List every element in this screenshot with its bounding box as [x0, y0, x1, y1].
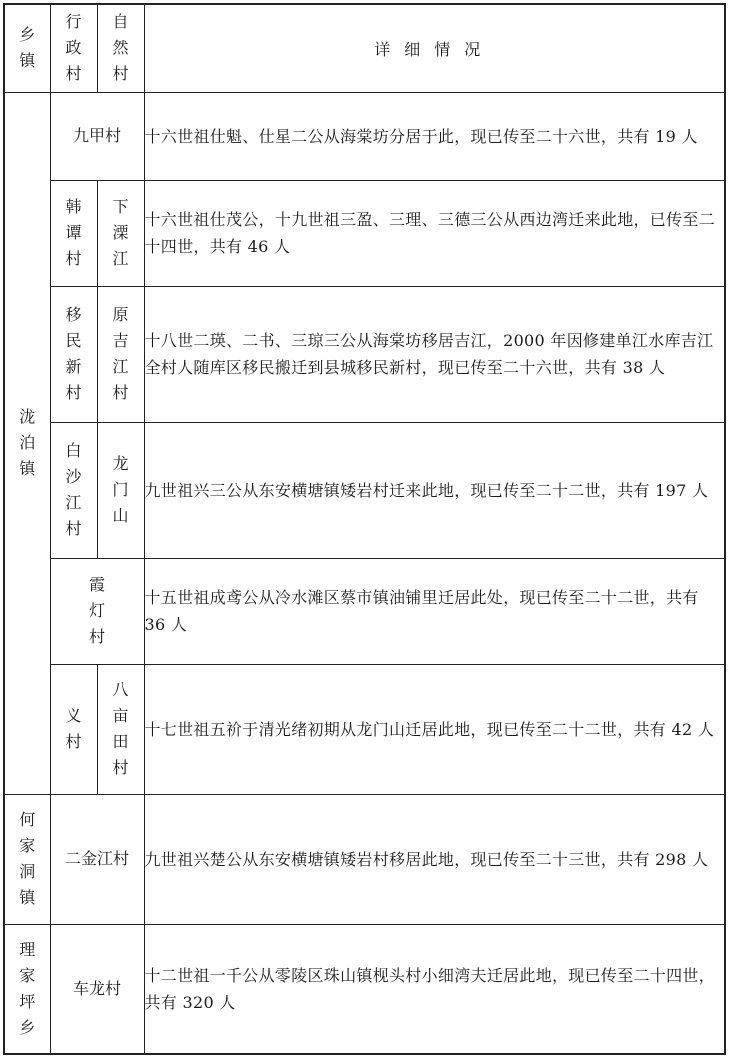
- table-row: [4, 422, 725, 558]
- header-admin-village: 行 政 村: [50, 4, 97, 92]
- natural-village-cell: 八 亩 田 村: [97, 664, 144, 794]
- table-row: [4, 180, 725, 286]
- township-cell: 理 家 坪 乡: [4, 924, 50, 1054]
- admin-village-cell: 白 沙 江 村: [50, 422, 97, 558]
- natural-village-cell: 原 吉 江 村: [97, 286, 144, 422]
- table-row: [4, 558, 725, 664]
- table-row: [4, 924, 725, 1054]
- header-natural-village: 自 然 村: [97, 4, 144, 92]
- table-row: [4, 794, 725, 924]
- natural-village-cell: 下 溧 江: [97, 180, 144, 286]
- table-row: [4, 92, 725, 180]
- admin-village-cell: 义 村: [50, 664, 97, 794]
- natural-village-cell: 龙 门 山: [97, 422, 144, 558]
- details-cell: 十六世祖仕茂公，十九世祖三盈、三理、三德三公从西边湾迁来此地，已传至二十四世，共有 46 人: [144, 180, 725, 286]
- details-cell: 十二世祖一千公从零陵区珠山镇枧头村小细湾夫迁居此地，现已传至二十四世，共有 320 人: [144, 924, 725, 1054]
- header-details: 详细情况: [144, 4, 725, 92]
- admin-village-cell: 霞 灯 村: [50, 558, 144, 664]
- details-cell: 九世祖兴楚公从东安横塘镇矮岩村移居此地，现已传至二十三世，共有 298 人: [144, 794, 725, 924]
- details-cell: 十八世二瑛、二书、三琼三公从海棠坊移居吉江，2000 年因修建单江水库吉江全村人随库区移民搬迁到县城移民新村，现已传至二十六世，共有 38 人: [144, 286, 725, 422]
- details-cell: 九世祖兴三公从东安横塘镇矮岩村迁来此地，现已传至二十二世，共有 197 人: [144, 422, 725, 558]
- details-cell: 十六世祖仕魁、仕星二公从海棠坊分居于此，现已传至二十六世，共有 19 人: [144, 92, 725, 180]
- township-cell: 泷 泊 镇: [4, 92, 50, 794]
- admin-village-cell: 韩 谭 村: [50, 180, 97, 286]
- table-row: [4, 286, 725, 422]
- admin-village-cell: 移 民 新 村: [50, 286, 97, 422]
- admin-village-cell: 二金江村: [50, 794, 144, 924]
- admin-village-cell: 车龙村: [50, 924, 144, 1054]
- admin-village-cell: 九甲村: [50, 92, 144, 180]
- village-table: [3, 3, 726, 1055]
- details-cell: 十七世祖五祄于清光绪初期从龙门山迁居此地，现已传至二十二世，共有 42 人: [144, 664, 725, 794]
- table-row: [4, 664, 725, 794]
- table-header-row: [4, 4, 725, 92]
- header-township: 乡 镇: [4, 4, 50, 92]
- details-cell: 十五世祖成鸢公从冷水滩区蔡市镇油铺里迁居此处，现已传至二十二世，共有 36 人: [144, 558, 725, 664]
- township-cell: 何 家 洞 镇: [4, 794, 50, 924]
